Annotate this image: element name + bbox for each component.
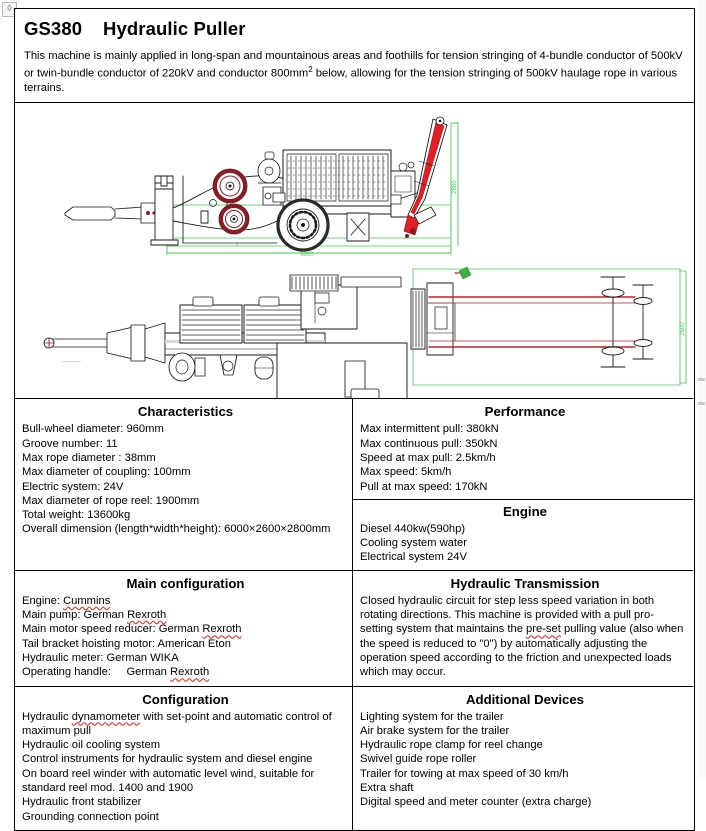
characteristics-item: Total weight: 13600kg: [22, 509, 131, 522]
main-configuration-heading: Main configuration: [126, 575, 245, 591]
spellcheck-flagged-word: pre-set: [526, 623, 561, 636]
additional-devices-item: Digital speed and meter counter (extra charge): [360, 796, 592, 809]
engine-block: [353, 499, 693, 570]
characteristics-item: Max diameter of coupling: 100mm: [22, 466, 191, 479]
performance-item: Max speed: 5km/h: [360, 466, 452, 479]
bullwheel-lower: [219, 204, 249, 234]
spellcheck-flagged-word: dynamometer: [71, 710, 141, 723]
header-cell: [15, 9, 694, 102]
configuration-item: Hydraulic oil cooling system: [22, 739, 161, 752]
performance-heading: Performance: [484, 404, 566, 420]
additional-devices-item: Hydraulic rope clamp for reel change: [360, 739, 543, 752]
dimension-length-label: 6000: [300, 252, 314, 259]
characteristics-cell: [15, 398, 353, 569]
configuration-item: Grounding connection point: [22, 810, 159, 823]
main-configuration-item: Main motor speed reducer: German Rexroth: [22, 623, 242, 636]
main-configuration-list: [22, 594, 345, 680]
main-configuration-item: Engine: Cummins: [22, 594, 111, 607]
configuration-cell: [15, 686, 353, 830]
machine-technical-drawing: [15, 103, 694, 398]
dimension-width-label: 2600: [680, 322, 686, 337]
engine-item: Electrical system 24V: [360, 551, 467, 564]
performance-item: Speed at max pull: 2.5km/h: [360, 451, 496, 464]
spellcheck-flagged-word: Rexroth: [170, 666, 210, 679]
characteristics-item: Max diameter of rope reel: 1900mm: [22, 494, 200, 507]
characteristics-item: Max rope diameter : 38mm: [22, 451, 156, 464]
engine-item: Diesel 440kw(590hp): [360, 522, 466, 535]
spellcheck-flagged-word: Cummins: [63, 594, 111, 607]
characteristics-item: Electric system: 24V: [22, 480, 124, 493]
additional-devices-list: [360, 710, 686, 810]
additional-devices-item: Extra shaft: [360, 781, 414, 794]
additional-devices-item: Lighting system for the trailer: [360, 710, 504, 723]
superscript-two: 2: [308, 65, 313, 75]
additional-devices-item: Swivel guide rope roller: [360, 753, 477, 766]
main-configuration-item: Hydraulic meter: German WIKA: [22, 651, 179, 664]
configuration-item: On board reel winder with automatic level wind, suitable for standard reel mod. 1400 and 1900: [22, 767, 318, 794]
drawing-row: [15, 102, 694, 398]
characteristics-item: Bull-wheel diameter: 960mm: [22, 423, 164, 436]
hydraulic-transmission-heading: Hydraulic Transmission: [450, 575, 600, 591]
main-configuration-item: Main pump: German Rexroth: [22, 609, 167, 622]
specification-table: [14, 8, 695, 831]
performance-item: Max continuous pull: 350kN: [360, 437, 498, 450]
toolbox: [347, 213, 369, 241]
specs-row-2: [15, 570, 694, 686]
configuration-item: Hydraulic dynamometer with set-point and automatic control of maximum pull: [22, 710, 335, 737]
edge-mark-upper: [698, 378, 705, 381]
plan-bullwheel-shafts: [411, 283, 453, 355]
performance-block: [353, 399, 693, 498]
road-wheel: [277, 199, 329, 251]
spellcheck-flagged-word: Rexroth: [127, 609, 167, 622]
engine-item: Cooling system water: [360, 537, 467, 550]
spellcheck-flagged-word: Rexroth: [202, 623, 242, 636]
performance-item: Pull at max speed: 170kN: [360, 480, 488, 493]
additional-devices-item: Trailer for towing at max speed of 30 km/h: [360, 767, 569, 780]
main-configuration-item: Tail bracket hoisting motor: American Eton: [22, 637, 231, 650]
main-configuration-item: Operating handle: German Rexroth: [22, 666, 210, 679]
configuration-item: Hydraulic front stabilizer: [22, 796, 142, 809]
hydraulic-transmission-cell: [353, 570, 693, 686]
characteristics-item: Groove number: 11: [22, 437, 118, 450]
characteristics-list: [22, 422, 345, 536]
engine-list: [360, 522, 686, 565]
bullwheel-upper: [213, 169, 247, 203]
configuration-heading: Configuration: [142, 691, 229, 707]
performance-item: Max intermittent pull: 380kN: [360, 423, 499, 436]
header-row: [15, 9, 694, 102]
characteristics-heading: Characteristics: [137, 404, 234, 420]
engine-heading: Engine: [503, 503, 547, 519]
plan-rear-cabinet: [277, 343, 407, 398]
specs-row-3: [15, 686, 694, 830]
plan-front-note: ─────: [61, 359, 81, 366]
dimension-height-label: 2800: [452, 180, 458, 195]
additional-devices-cell: [353, 686, 693, 830]
additional-devices-item: Air brake system for the trailer: [360, 724, 510, 737]
configuration-item: Control instruments for hydraulic system and diesel engine: [22, 753, 313, 766]
configuration-list: [22, 710, 345, 824]
table-move-handle-icon[interactable]: ◊: [2, 2, 17, 17]
main-configuration-cell: [15, 570, 353, 686]
page-title: GS380 Hydraulic Puller: [24, 18, 246, 39]
performance-list: [360, 422, 686, 493]
additional-devices-heading: Additional Devices: [466, 691, 584, 707]
specs-row-1: [15, 398, 694, 569]
characteristics-item: Overall dimension (length*width*height): 6000×2600×2800mm: [22, 523, 331, 536]
technical-drawing-cell: [15, 102, 694, 398]
edge-mark-lower: [698, 402, 705, 405]
right-edge-strip: [697, 0, 706, 780]
hydraulic-transmission-text: Closed hydraulic circuit for step less speed variation in both rotating directions. This machine is provided with a pull pro-setting system that maintains the pre-set pulling value (also when the speed is reduced to "0") by automatically adjusting the operation speed according to the friction and unexpected loads which may occur.: [360, 594, 684, 679]
performance-engine-cell: [353, 398, 693, 569]
intro-paragraph: This machine is mainly applied in long-span and mountainous areas and foothills for tension stringing of 4-bundle conductor of 500kV or twin-bundle conductor of 220kV and conductor $800mm^2$ below, allowing for the tension stringing of 500kV haulage rope in various terrains.: [24, 50, 683, 95]
